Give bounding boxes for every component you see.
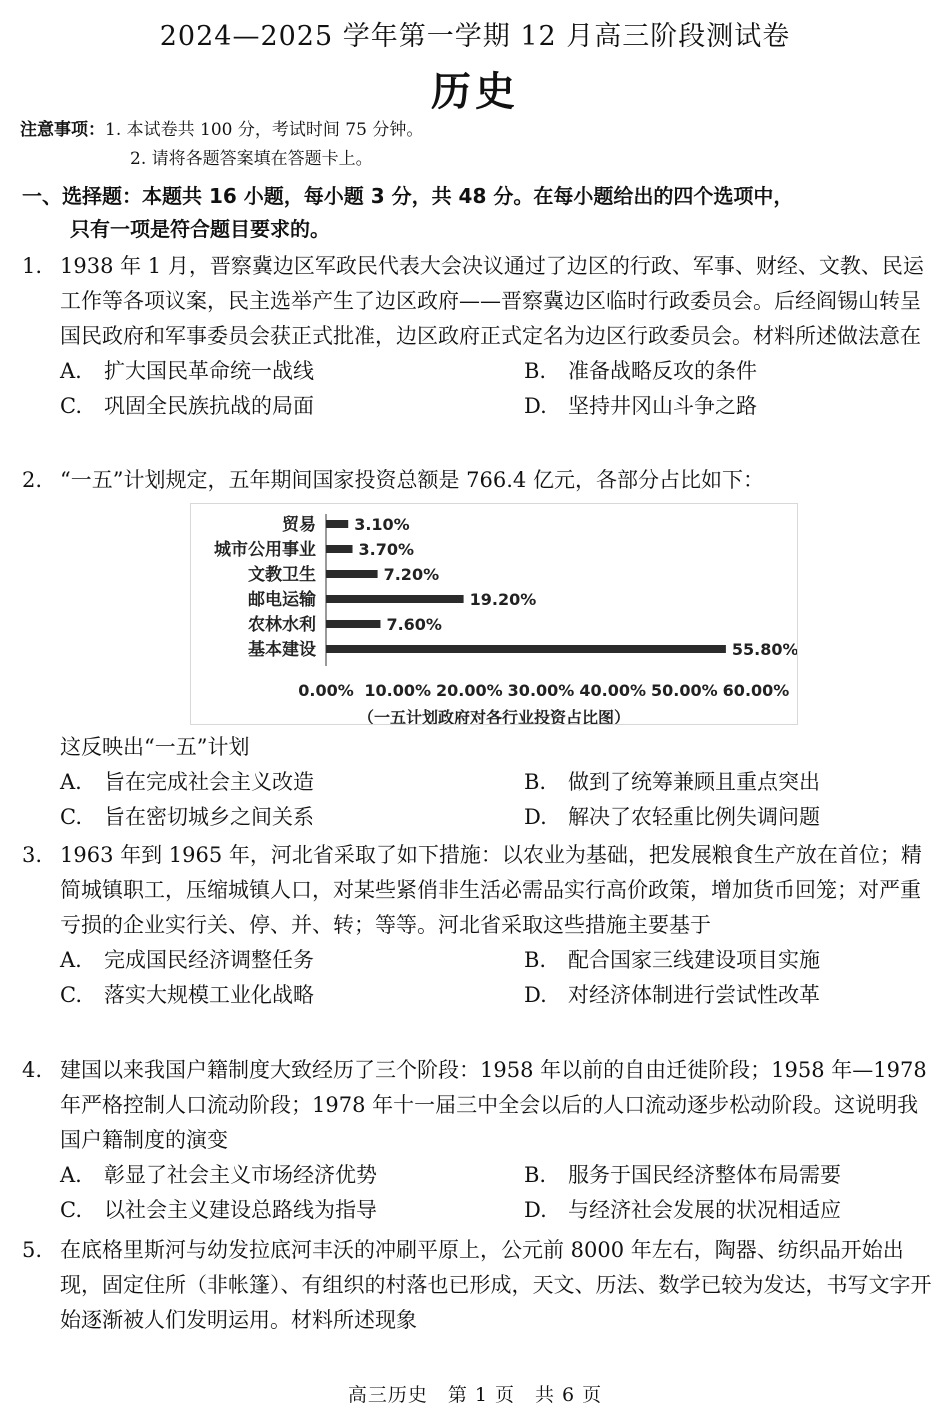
question-1 <box>22 249 937 424</box>
section-heading-line2: 只有一项是符合题目要求的。 <box>70 217 330 241</box>
option-a[interactable]: A. 旨在完成社会主义改造 <box>60 770 314 794</box>
instructions-label: 注意事项： <box>20 120 105 140</box>
x-tick-label: 10.00% <box>364 681 431 700</box>
option-d[interactable]: D. 坚持井冈山斗争之路 <box>524 394 757 418</box>
bar <box>326 545 353 553</box>
option-d[interactable]: D. 解决了农轻重比例失调问题 <box>524 805 820 829</box>
option-b[interactable]: B. 准备战略反攻的条件 <box>524 359 757 383</box>
data-label: 7.20% <box>383 565 440 584</box>
option-a[interactable]: A. 彰显了社会主义市场经济优势 <box>60 1163 377 1187</box>
exam-title: 2024—2025 学年第一学期 12 月高三阶段测试卷 <box>159 21 791 52</box>
option-b[interactable]: B. 服务于国民经济整体布局需要 <box>524 1163 841 1187</box>
section-heading-line1: 一、选择题：本题共 16 小题，每小题 3 分，共 48 分。在每小题给出的四个选项中， <box>22 184 794 208</box>
question-4 <box>22 1053 937 1228</box>
instruction-1: 1. 本试卷共 100 分，考试时间 75 分钟。 <box>105 120 424 140</box>
bar <box>326 595 464 603</box>
question-stem-after-chart: 这反映出“一五”计划 <box>60 735 250 759</box>
options <box>60 943 937 1013</box>
bar <box>326 645 726 653</box>
option-c[interactable]: C. 落实大规模工业化战略 <box>60 983 314 1007</box>
chart-title: （一五计划政府对各行业投资占比图） <box>357 708 631 724</box>
category-label: 城市公用事业 <box>214 540 316 560</box>
question-number: 3. <box>22 843 43 867</box>
question-2 <box>22 463 937 498</box>
question-stem: 1938 年 1 月，晋察冀边区军政民代表大会决议通过了边区的行政、军事、财经、文教、民运工作等各项议案，民主选举产生了边区政府——晋察冀边区临时行政委员会。后经阎锡山转呈国民政府和军事委员会获正式批准，边区政府正式定名为边区行政委员会。材料所述做法意在 <box>60 254 924 348</box>
question-stem: 1963 年到 1965 年，河北省采取了如下措施：以农业为基础，把发展粮食生产放在首位；精简城镇职工，压缩城镇人口，对某些紧俏非生活必需品实行高价政策，增加货币回笼；对严重亏损的企业实行关、停、并、转；等等。河北省采取这些措施主要基于 <box>60 843 922 937</box>
question-stem: “一五”计划规定，五年期间国家投资总额是 766.4 亿元，各部分占比如下： <box>60 468 764 492</box>
options <box>60 765 937 835</box>
page-footer: 高三历史 第 1 页 共 6 页 <box>347 1384 603 1406</box>
question-stem: 在底格里斯河与幼发拉底河丰沃的冲刷平原上，公元前 8000 年左右，陶器、纺织品开始出现，固定住所（非帐篷）、有组织的村落也已形成，天文、历法、数学已较为发达，书写文字开始逐渐被人们发明运用。材料所述现象 <box>60 1238 932 1332</box>
question-3 <box>22 838 937 1013</box>
question-5 <box>22 1233 937 1338</box>
option-c[interactable]: C. 以社会主义建设总路线为指导 <box>60 1198 377 1222</box>
data-label: 7.60% <box>386 615 442 634</box>
investment-chart <box>190 503 798 725</box>
question-number: 5. <box>22 1238 43 1262</box>
category-label: 文教卫生 <box>248 565 316 585</box>
option-d[interactable]: D. 与经济社会发展的状况相适应 <box>524 1198 841 1222</box>
data-label: 3.10% <box>354 515 410 534</box>
question-number: 4. <box>22 1058 43 1082</box>
data-label: 55.80% <box>731 640 797 659</box>
section-heading <box>22 180 937 246</box>
bar <box>326 570 378 578</box>
category-label: 基本建设 <box>248 640 316 660</box>
data-label: 19.20% <box>469 590 537 609</box>
question-number: 2. <box>22 468 43 492</box>
option-b[interactable]: B. 配合国家三线建设项目实施 <box>524 948 820 972</box>
option-c[interactable]: C. 巩固全民族抗战的局面 <box>60 394 314 418</box>
option-a[interactable]: A. 完成国民经济调整任务 <box>60 948 314 972</box>
x-tick-label: 0.00% <box>298 681 354 700</box>
option-a[interactable]: A. 扩大国民革命统一战线 <box>60 359 314 383</box>
instruction-2: 2. 请将各题答案填在答题卡上。 <box>130 149 373 169</box>
x-tick-label: 60.00% <box>722 681 790 700</box>
options <box>60 354 937 424</box>
option-b[interactable]: B. 做到了统筹兼顾且重点突出 <box>524 770 820 794</box>
x-tick-label: 40.00% <box>579 681 646 700</box>
instructions <box>20 116 423 174</box>
bar <box>326 620 380 628</box>
question-stem: 建国以来我国户籍制度大致经历了三个阶段：1958 年以前的自由迁徙阶段；1958 年—1978 年严格控制人口流动阶段；1978 年十一届三中全会以后的人口流动逐步松动阶段。这说明我国户籍制度的演变 <box>60 1058 927 1152</box>
category-label: 邮电运输 <box>248 590 316 610</box>
subject-title: 历史 <box>431 69 519 115</box>
category-label: 贸易 <box>282 515 316 535</box>
option-c[interactable]: C. 旨在密切城乡之间关系 <box>60 805 314 829</box>
chart-svg <box>191 504 797 724</box>
option-d[interactable]: D. 对经济体制进行尝试性改革 <box>524 983 820 1007</box>
options <box>60 1158 937 1228</box>
category-label: 农林水利 <box>248 615 316 635</box>
x-tick-label: 50.00% <box>651 681 718 700</box>
question-2-continued <box>22 730 937 835</box>
data-label: 3.70% <box>358 540 415 559</box>
x-tick-label: 20.00% <box>436 681 503 700</box>
x-tick-label: 30.00% <box>507 681 575 700</box>
bar <box>326 520 348 528</box>
question-number: 1. <box>22 254 43 278</box>
